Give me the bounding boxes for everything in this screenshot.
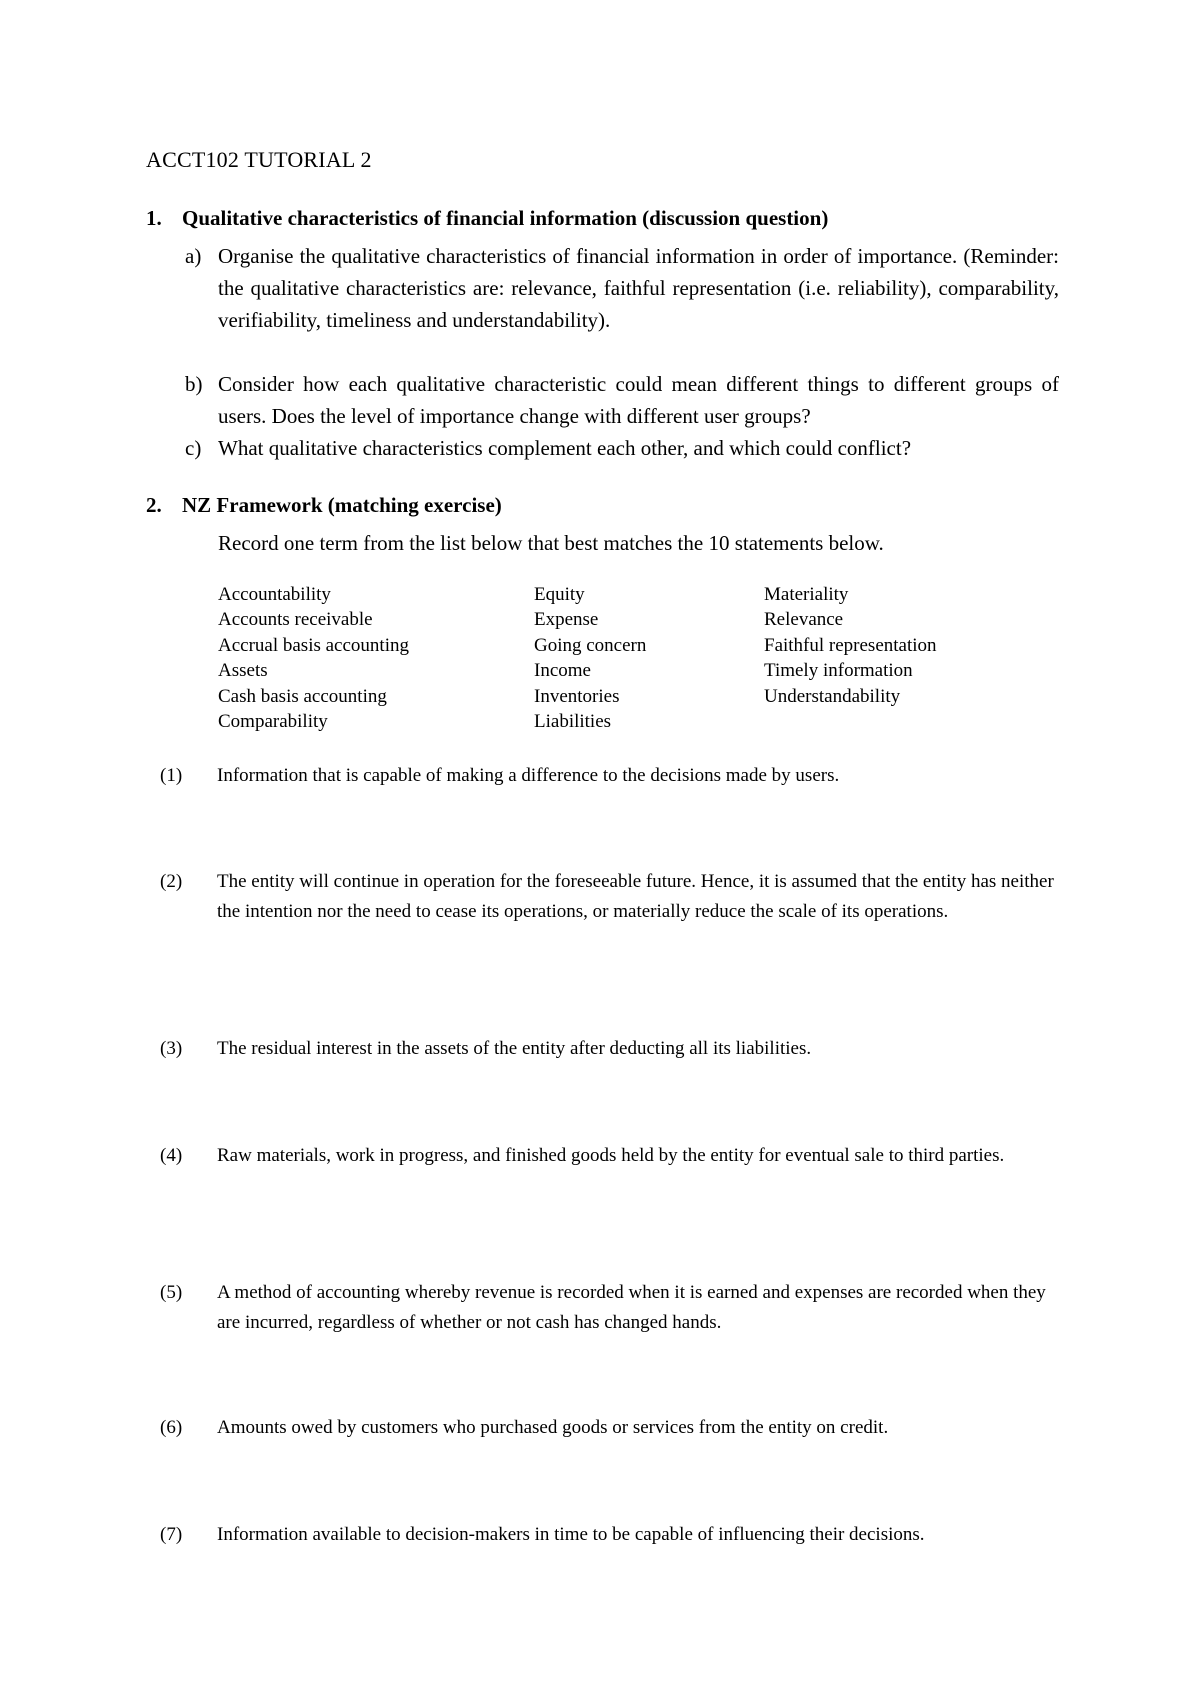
statement-4 <box>146 1141 1066 1171</box>
term: Materiality <box>764 584 849 605</box>
section-1-heading <box>146 204 828 232</box>
statement-2 <box>146 867 1066 927</box>
section-1-title: Qualitative characteristics of financial information (discussion question) <box>182 206 829 230</box>
question-1c-letter: c) <box>185 436 202 460</box>
term-list-column-3 <box>764 582 937 709</box>
term: Faithful representation <box>764 634 937 656</box>
term: Comparability <box>218 710 328 732</box>
statement-text: The residual interest in the assets of the entity after deducting all its liabilities. <box>217 1038 812 1059</box>
question-1c-text: What qualitative characteristics complement each other, and which could conflict? <box>218 436 912 460</box>
statement-1 <box>146 761 1066 791</box>
statement-number: (7) <box>160 1524 183 1545</box>
question-1b-text: Consider how each qualitative characteristic could mean different things to different groups of users. Does the level of importance change with different user groups? <box>218 372 1059 428</box>
term: Equity <box>534 584 585 605</box>
question-1c <box>185 432 1059 464</box>
question-1a-letter: a) <box>185 244 202 268</box>
term: Liabilities <box>534 710 612 732</box>
statement-text: Raw materials, work in progress, and finished goods held by the entity for eventual sale to third parties. <box>217 1145 1005 1166</box>
term: Assets <box>218 660 268 682</box>
term: Expense <box>534 609 599 631</box>
section-1-number: 1. <box>146 206 162 230</box>
matching-instructions: Record one term from the list below that best matches the 10 statements below. <box>218 531 884 555</box>
term: Relevance <box>764 609 844 631</box>
statement-7 <box>146 1520 1066 1550</box>
term: Accrual basis accounting <box>218 634 409 656</box>
term-list-column-1 <box>218 582 409 734</box>
term: Timely information <box>764 660 913 682</box>
question-1a <box>185 240 1059 336</box>
section-2-number: 2. <box>146 493 162 517</box>
statement-number: (3) <box>160 1038 183 1059</box>
statement-number: (4) <box>160 1145 183 1166</box>
document-title: ACCT102 TUTORIAL 2 <box>146 147 372 172</box>
term: Inventories <box>534 685 620 707</box>
term-list-column-2 <box>534 582 646 734</box>
statement-number: (2) <box>160 871 183 892</box>
statement-6 <box>146 1413 1066 1443</box>
question-1a-text: Organise the qualitative characteristics of financial information in order of importance. (Reminder: the qualitative characteristics are: relevance, faithful representation (i.e. reliability), comparability, verifiability, timeliness and understandability). <box>218 244 1059 332</box>
statement-number: (5) <box>160 1282 183 1303</box>
term: Cash basis accounting <box>218 685 387 707</box>
section-2-title: NZ Framework (matching exercise) <box>182 493 502 517</box>
statement-text: Information that is capable of making a difference to the decisions made by users. <box>217 765 840 786</box>
term: Accounts receivable <box>218 609 373 631</box>
statement-3 <box>146 1034 1066 1064</box>
statement-text: The entity will continue in operation for the foreseeable future. Hence, it is assumed that the entity has neither the intention nor the need to cease its operations, or materially reduce the scale of its operations. <box>217 871 1054 922</box>
statement-number: (1) <box>160 765 183 786</box>
question-1b <box>185 368 1059 432</box>
statement-text: A method of accounting whereby revenue is recorded when it is earned and expenses are recorded when they are incurred, regardless of whether or not cash has changed hands. <box>217 1282 1046 1333</box>
statement-number: (6) <box>160 1417 183 1438</box>
statement-text: Amounts owed by customers who purchased goods or services from the entity on credit. <box>217 1417 889 1438</box>
term: Going concern <box>534 634 647 656</box>
statement-text: Information available to decision-makers in time to be capable of influencing their decisions. <box>217 1524 925 1545</box>
term: Accountability <box>218 584 331 605</box>
section-2-heading <box>146 491 502 519</box>
term: Understandability <box>764 685 901 707</box>
term: Income <box>534 660 591 682</box>
statement-5 <box>146 1278 1066 1338</box>
question-1b-letter: b) <box>185 372 203 396</box>
